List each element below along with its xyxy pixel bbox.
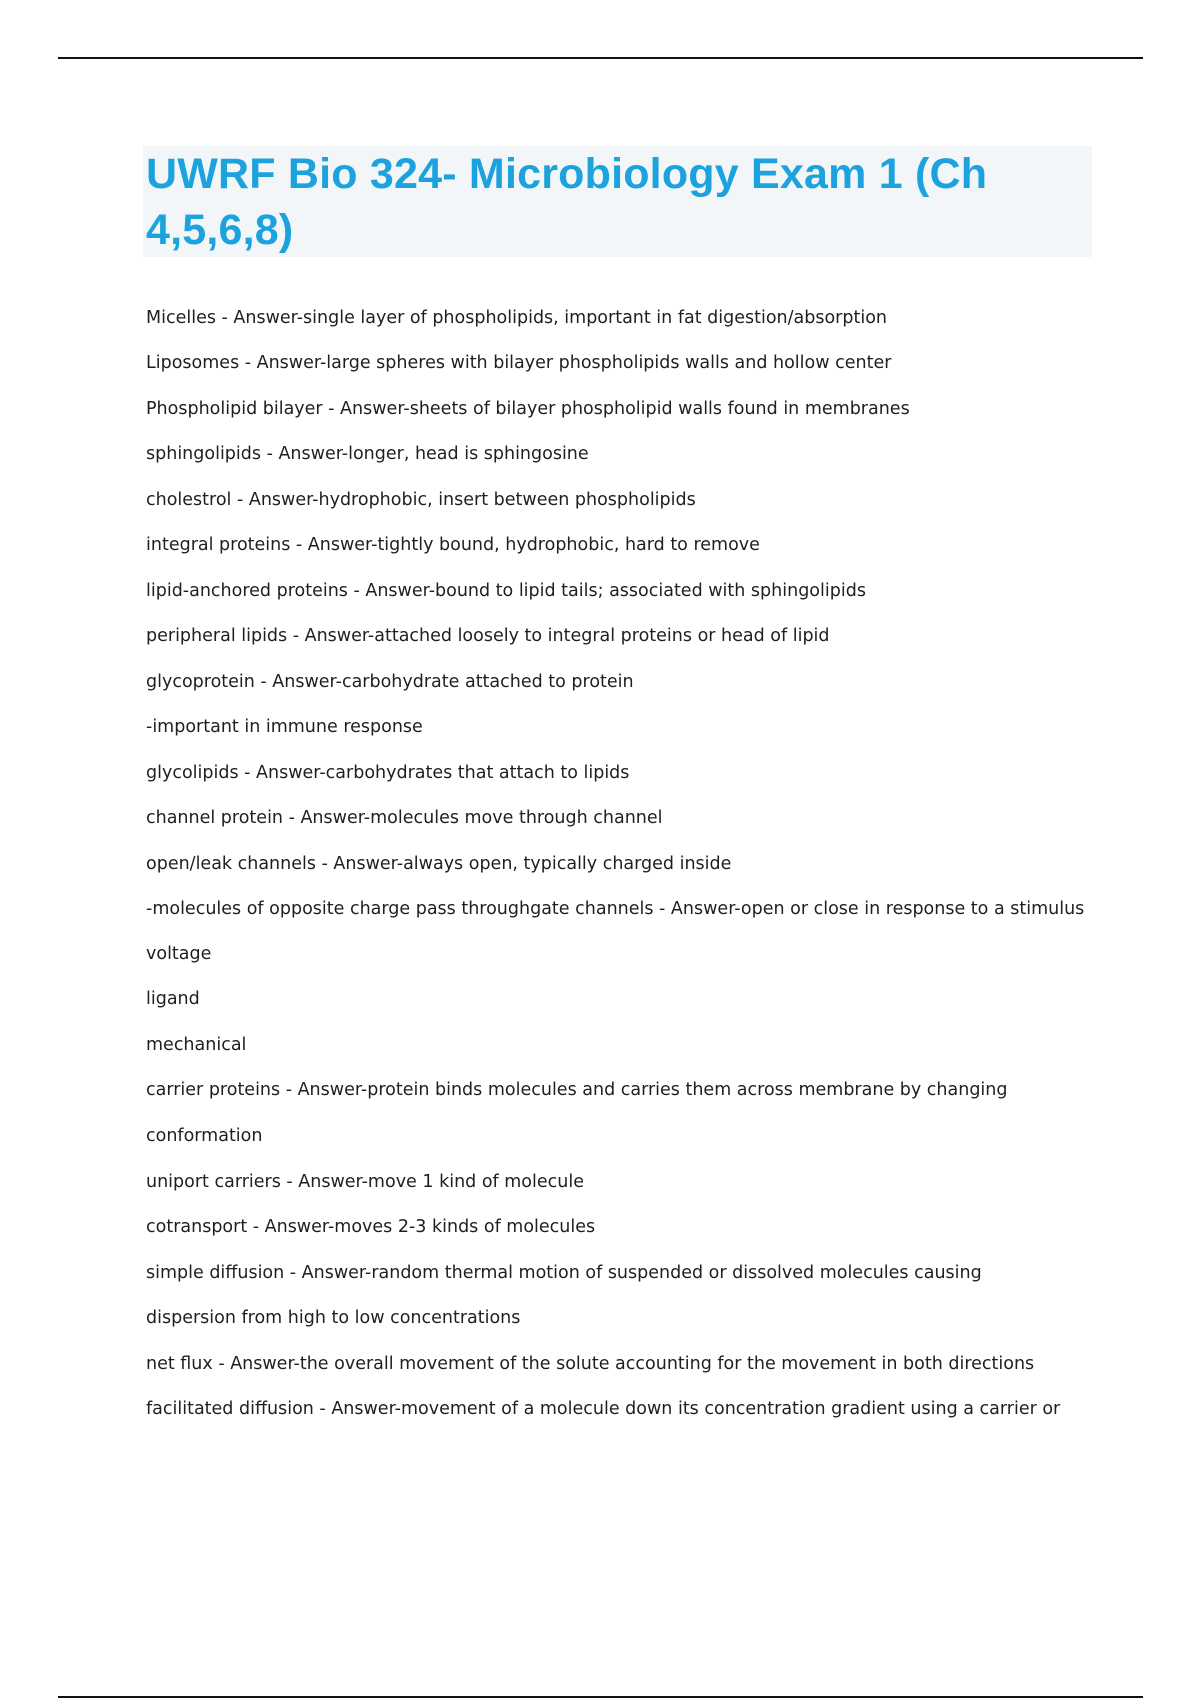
term-line: open/leak channels - Answer-always open, typically charged inside [146, 854, 732, 874]
top-rule [58, 57, 1143, 59]
bottom-rule [58, 1696, 1143, 1698]
term-line: net flux - Answer-the overall movement of the solute accounting for the movement in both directions [146, 1354, 1035, 1374]
term-line: conformation [146, 1126, 263, 1146]
term-line: cotransport - Answer-moves 2-3 kinds of molecules [146, 1217, 596, 1237]
term-line: carrier proteins - Answer-protein binds molecules and carries them across membrane by changing [146, 1080, 1008, 1100]
term-line: Liposomes - Answer-large spheres with bilayer phospholipids walls and hollow center [146, 353, 892, 373]
term-line: simple diffusion - Answer-random thermal motion of suspended or dissolved molecules causing [146, 1263, 982, 1283]
term-line: lipid-anchored proteins - Answer-bound to lipid tails; associated with sphingolipids [146, 581, 866, 601]
document-body [146, 303, 1086, 1424]
term-line: integral proteins - Answer-tightly bound, hydrophobic, hard to remove [146, 535, 760, 555]
term-line: -molecules of opposite charge pass throughgate channels - Answer-open or close in response to a stimulus [146, 899, 1085, 919]
term-line: Phospholipid bilayer - Answer-sheets of bilayer phospholipid walls found in membranes [146, 399, 910, 419]
term-line: voltage [146, 944, 212, 964]
term-line: glycoprotein - Answer-carbohydrate attached to protein [146, 672, 634, 692]
term-line: uniport carriers - Answer-move 1 kind of molecule [146, 1172, 584, 1192]
term-line: cholestrol - Answer-hydrophobic, insert between phospholipids [146, 490, 696, 510]
term-line: glycolipids - Answer-carbohydrates that attach to lipids [146, 763, 630, 783]
term-line: Micelles - Answer-single layer of phospholipids, important in fat digestion/absorption [146, 308, 887, 328]
term-line: sphingolipids - Answer-longer, head is sphingosine [146, 444, 589, 464]
term-line: mechanical [146, 1035, 247, 1055]
term-line: facilitated diffusion - Answer-movement of a molecule down its concentration gradient using a carrier or [146, 1399, 1061, 1419]
term-line: -important in immune response [146, 717, 423, 737]
document-title: UWRF Bio 324- Microbiology Exam 1 (Ch 4,5,6,8) [146, 150, 988, 254]
term-line: peripheral lipids - Answer-attached loosely to integral proteins or head of lipid [146, 626, 830, 646]
term-line: channel protein - Answer-molecules move through channel [146, 808, 663, 828]
term-line: dispersion from high to low concentrations [146, 1308, 521, 1328]
term-line: ligand [146, 989, 200, 1009]
